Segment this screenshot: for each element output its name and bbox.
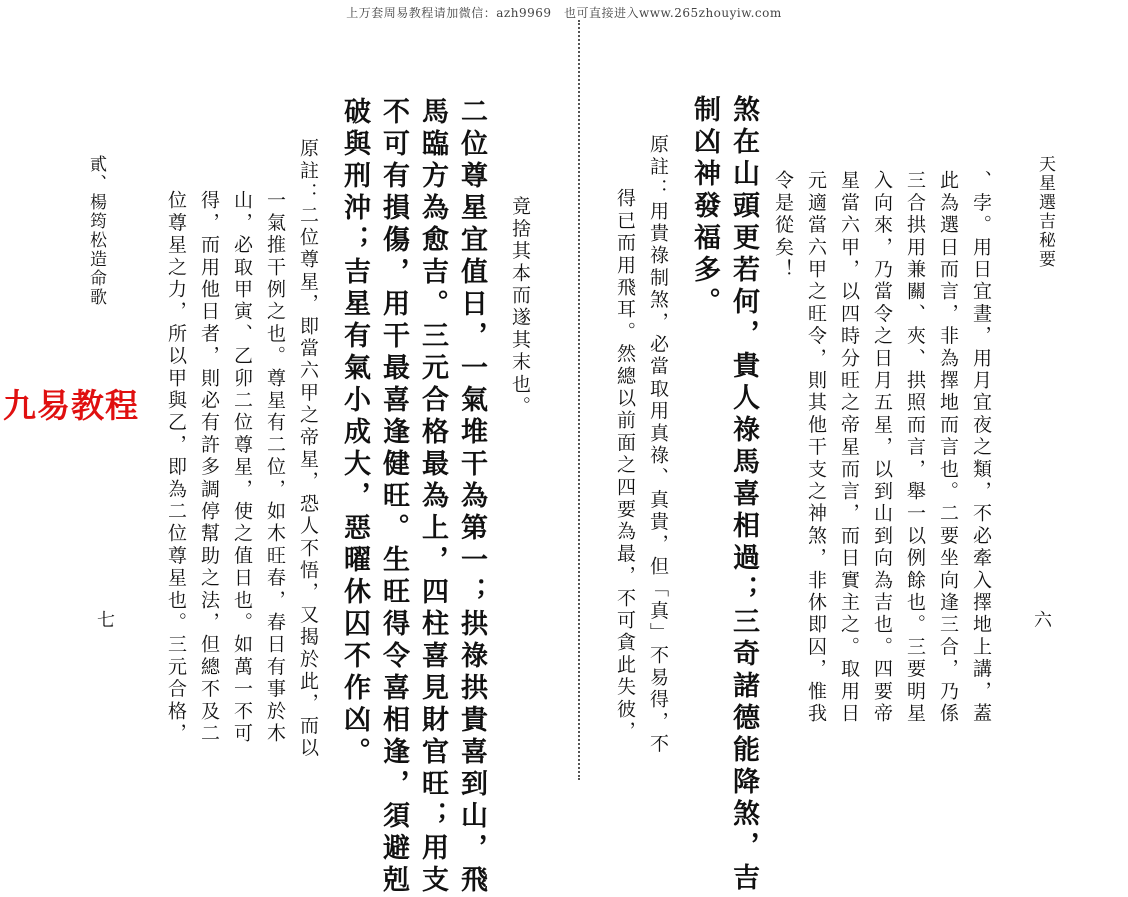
left-text-column-1: 竟捨其本而遂其末也。 [509,196,531,418]
left-text-column-6: 原註：二位尊星，即當六甲之帝星，恐人不悟，又揭於此，而以 [297,138,319,760]
left-text-column-9: 得，而用他日者，則必有許多調停幫助之法，但總不及二 [198,190,220,745]
right-text-column-4: 入向來，乃當令之日月五星，以到山到向為吉也。四要帝 [871,170,893,725]
right-text-column-8: 煞在山頭更若何，貴人祿馬喜相過；三奇諸德能降煞，吉 [728,95,759,895]
left-text-column-7: 一氣推干例之也。尊星有二位，如木旺春，春日有事於木 [264,190,286,745]
left-text-column-3: 馬臨方為愈吉。三元合格最為上，四柱喜見財官旺；用支 [417,97,448,897]
watermark-logo: 九易教程 [3,386,139,425]
right-text-column-10: 原註：用貴祿制煞，必當取用真祿、真貴，但「真」不易得，不 [647,134,669,756]
top-banner: 上万套周易教程请加微信：azh9969 也可直接进入www.265zhouyiw.com [346,6,782,20]
right-running-head: 天星選吉秘要 [1035,155,1055,269]
left-text-column-4: 不可有損傷，用干最喜逢健旺。生旺得令喜相逢，須避剋 [378,97,409,897]
right-text-column-5: 星當六甲，以四時分旺之帝星而言，而日實主之。取用日 [838,170,860,725]
right-page [582,0,1128,895]
right-text-column-9: 制凶神發福多。 [689,95,720,319]
left-running-head: 貳、楊筠松造命歌 [86,155,106,307]
right-text-column-1: 、孛。用日宜晝，用月宜夜之類，不必牽入擇地上講，蓋 [970,170,992,725]
left-text-column-10: 位尊星之力，所以甲與乙，即為二位尊星也。三元合格， [165,190,187,745]
left-text-column-2: 二位尊星宜值日，一氣堆干為第一；拱祿拱貴喜到山，飛 [456,97,487,897]
right-text-column-7: 令是從矣！ [772,170,794,281]
right-text-column-3: 三合拱用兼關、夾、拱照而言，舉一以例餘也。三要明星 [904,170,926,725]
left-text-column-8: 山，必取甲寅、乙卯二位尊星，使之值日也。如萬一不可 [231,190,253,745]
right-text-column-6: 元適當六甲之旺令，則其他干支之神煞，非休即囚，惟我 [805,170,827,725]
left-page-number: 七 [97,610,115,631]
right-text-column-2: 此為選日而言，非為擇地而言也。二要坐向逢三合，乃係 [937,170,959,725]
book-spine-divider [578,20,580,780]
right-text-column-11: 得已而用飛耳。然總以前面之四要為最，不可貪此失彼， [614,188,636,743]
right-page-number: 六 [1034,610,1052,631]
left-text-column-5: 破與刑沖；吉星有氣小成大，惡曜休囚不作凶。 [339,97,370,769]
